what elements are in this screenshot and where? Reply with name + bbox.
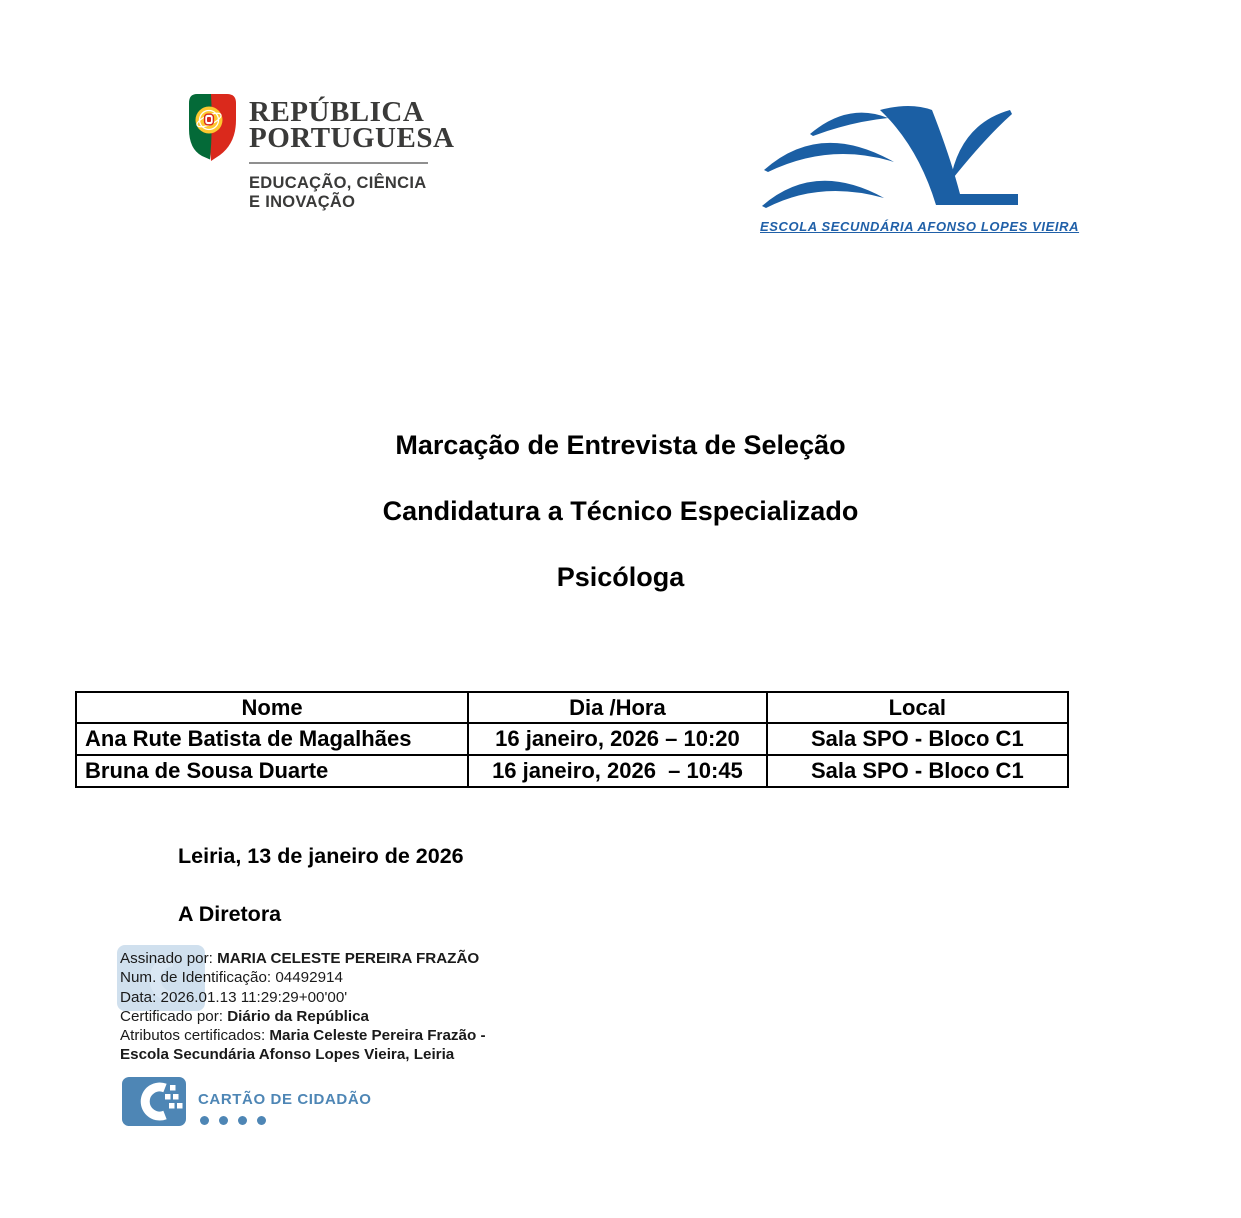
- republica-portuguesa-logo: [186, 93, 454, 212]
- cc-logo-text-block: [198, 1077, 372, 1126]
- signature-attributes: Atributos certificados: Maria Celeste Pereira Frazão -: [120, 1027, 486, 1045]
- signature-date: Data: 2026.01.13 11:29:29+00'00': [120, 988, 348, 1006]
- cc-dot: [219, 1116, 228, 1125]
- table-header-row: [76, 692, 1068, 723]
- table-row: [76, 723, 1068, 755]
- signature-certified-by: Certificado por: Diário da República: [120, 1007, 369, 1025]
- place-date-line: Leiria, 13 de janeiro de 2026: [178, 844, 464, 868]
- portugal-flag-icon: [186, 93, 238, 167]
- gov-logo-divider: [249, 162, 428, 164]
- document-subtitle: Candidatura a Técnico Especializado: [382, 496, 859, 526]
- gov-dept-line1: EDUCAÇÃO, CIÊNCIA: [249, 174, 427, 192]
- gov-logo-text: [249, 93, 454, 212]
- cc-dot: [238, 1116, 247, 1125]
- cell-local: Sala SPO - Bloco C1: [767, 755, 1068, 787]
- cell-dia-hora: 16 janeiro, 2026 – 10:20: [468, 723, 766, 755]
- school-logo: [760, 106, 1080, 234]
- digital-signature-block: [120, 949, 486, 1065]
- col-header-dia-hora: Dia /Hora: [468, 692, 766, 723]
- signature-signed-by: Assinado por: MARIA CELESTE PEREIRA FRAZÃO: [120, 950, 480, 967]
- cell-dia-hora: 16 janeiro, 2026 – 10:45: [468, 755, 766, 787]
- col-header-nome: Nome: [76, 692, 468, 723]
- col-header-local: Local: [767, 692, 1068, 723]
- cartao-de-cidadao-logo: [122, 1077, 372, 1126]
- document-role: Psicóloga: [556, 562, 685, 592]
- school-waves-icon: [760, 106, 1022, 212]
- cell-nome: Bruna de Sousa Duarte: [76, 755, 468, 787]
- cc-dot: [200, 1116, 209, 1125]
- interview-schedule-table: [75, 691, 1069, 788]
- cc-logo-label: CARTÃO DE CIDADÃO: [198, 1091, 372, 1108]
- gov-name-line2: PORTUGUESA: [249, 122, 455, 154]
- signature-id-number: Num. de Identificação: 04492914: [120, 969, 343, 987]
- table-row: [76, 755, 1068, 787]
- cell-local: Sala SPO - Bloco C1: [767, 723, 1068, 755]
- citizen-card-icon: [122, 1077, 186, 1126]
- school-name: ESCOLA SECUNDÁRIA AFONSO LOPES VIEIRA: [760, 219, 1080, 234]
- cell-nome: Ana Rute Batista de Magalhães: [76, 723, 468, 755]
- gov-dept-line2: E INOVAÇÃO: [249, 193, 356, 211]
- cc-dot: [257, 1116, 266, 1125]
- document-title: Marcação de Entrevista de Seleção: [395, 430, 846, 460]
- signature-attributes-cont: Escola Secundária Afonso Lopes Vieira, Leiria: [120, 1046, 455, 1064]
- signer-title-line: A Diretora: [178, 902, 282, 926]
- gov-name-line1: REPÚBLICA: [249, 96, 425, 128]
- cc-dots: [200, 1116, 372, 1125]
